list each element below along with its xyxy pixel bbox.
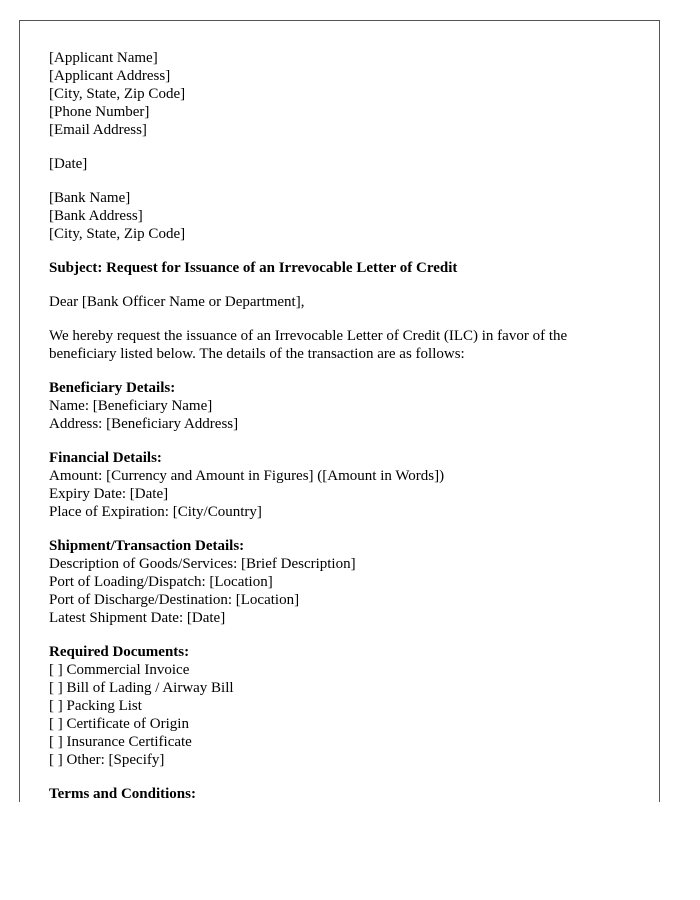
financial-heading: Financial Details: bbox=[49, 450, 162, 466]
document-item: [ ] Insurance Certificate bbox=[49, 734, 192, 750]
applicant-email: [Email Address] bbox=[49, 122, 147, 138]
applicant-city-state-zip: [City, State, Zip Code] bbox=[49, 86, 186, 102]
applicant-name: [Applicant Name] bbox=[49, 50, 158, 66]
documents-section bbox=[49, 643, 629, 769]
shipment-section bbox=[49, 537, 629, 627]
financial-section bbox=[49, 449, 629, 521]
letter-page bbox=[19, 20, 660, 802]
shipment-description: Description of Goods/Services: [Brief Description] bbox=[49, 556, 356, 572]
applicant-phone: [Phone Number] bbox=[49, 104, 150, 120]
terms-heading: Terms and Conditions: bbox=[49, 786, 196, 802]
bank-city-state-zip: [City, State, Zip Code] bbox=[49, 226, 186, 242]
bank-name: [Bank Name] bbox=[49, 190, 131, 206]
salutation: Dear [Bank Officer Name or Department], bbox=[49, 294, 305, 310]
shipment-heading: Shipment/Transaction Details: bbox=[49, 538, 245, 554]
beneficiary-address: Address: [Beneficiary Address] bbox=[49, 416, 239, 432]
intro-paragraph: We hereby request the issuance of an Irrevocable Letter of Credit (ILC) in favor of the beneficiary listed below. The details of the transaction are as follows: bbox=[49, 328, 568, 362]
beneficiary-heading: Beneficiary Details: bbox=[49, 380, 176, 396]
beneficiary-name: Name: [Beneficiary Name] bbox=[49, 398, 213, 414]
financial-amount: Amount: [Currency and Amount in Figures] ([Amount in Words]) bbox=[49, 468, 445, 484]
document-item: [ ] Packing List bbox=[49, 698, 142, 714]
applicant-block bbox=[49, 49, 629, 139]
subject-block bbox=[49, 259, 629, 277]
documents-heading: Required Documents: bbox=[49, 644, 190, 660]
bank-address: [Bank Address] bbox=[49, 208, 143, 224]
letter-date: [Date] bbox=[49, 156, 88, 172]
document-item: [ ] Certificate of Origin bbox=[49, 716, 189, 732]
document-item: [ ] Bill of Lading / Airway Bill bbox=[49, 680, 234, 696]
salutation-block bbox=[49, 293, 629, 311]
shipment-latest: Latest Shipment Date: [Date] bbox=[49, 610, 226, 626]
terms-section bbox=[49, 785, 629, 802]
date-block bbox=[49, 155, 629, 173]
shipment-discharge: Port of Discharge/Destination: [Location] bbox=[49, 592, 300, 608]
financial-expiry: Expiry Date: [Date] bbox=[49, 486, 169, 502]
document-item: [ ] Other: [Specify] bbox=[49, 752, 165, 768]
shipment-loading: Port of Loading/Dispatch: [Location] bbox=[49, 574, 273, 590]
letter-content bbox=[49, 49, 629, 802]
financial-place: Place of Expiration: [City/Country] bbox=[49, 504, 262, 520]
applicant-address: [Applicant Address] bbox=[49, 68, 171, 84]
beneficiary-section bbox=[49, 379, 629, 433]
bank-block bbox=[49, 189, 629, 243]
subject-line: Subject: Request for Issuance of an Irrevocable Letter of Credit bbox=[49, 260, 458, 276]
document-item: [ ] Commercial Invoice bbox=[49, 662, 190, 678]
